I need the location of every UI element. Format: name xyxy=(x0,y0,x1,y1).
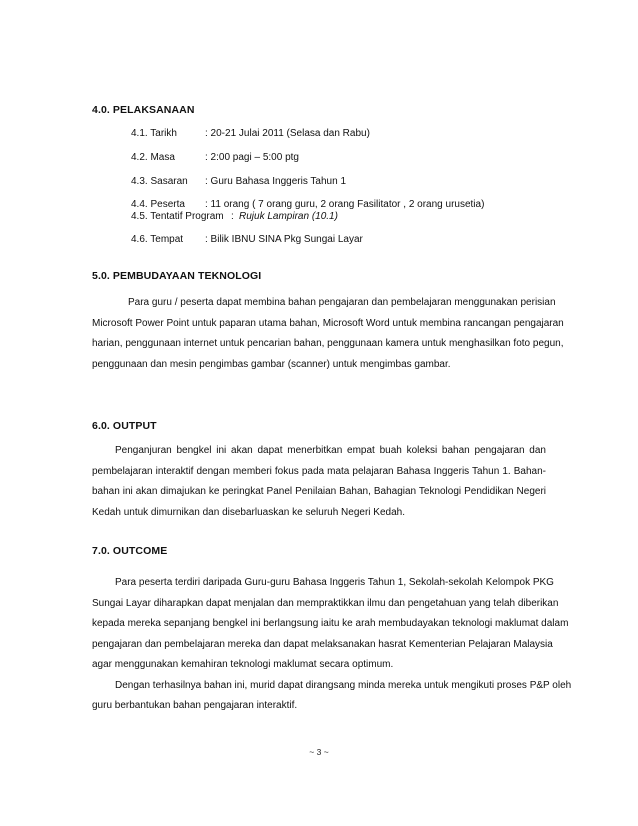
paragraph-line: harian, penggunaan internet untuk pencarian bahan, penggunaan kamera untuk menghasilkan foto pegun, xyxy=(92,338,564,349)
item-value-prefix: : xyxy=(231,211,234,222)
paragraph-line: Penganjuran bengkel ini akan dapat menerbitkan empat buah koleksi bahan pengajaran dan xyxy=(115,445,546,456)
item-label: 4.3. Sasaran xyxy=(131,176,188,187)
section-heading-output: 6.0. OUTPUT xyxy=(92,420,157,432)
paragraph-line: penggunaan dan mesin pengimbas gambar (scanner) untuk mengimbas gambar. xyxy=(92,358,451,370)
paragraph-line: agar menggunakan kemahiran teknologi maklumat secara optimum. xyxy=(92,659,394,670)
paragraph-line: Para peserta terdiri daripada Guru-guru Bahasa Inggeris Tahun 1, Sekolah-sekolah Kelompok PKG xyxy=(115,577,554,588)
paragraph-pembudayaan-teknologi xyxy=(92,293,564,375)
paragraph-line: bahan ini akan dimajukan ke peringkat Panel Penilaian Bahan, Bahagian Teknologi Pendidikan Negeri xyxy=(92,486,546,497)
paragraph-line: guru berbantukan bahan pengajaran interaktif. xyxy=(92,700,298,711)
paragraph-line: Microsoft Power Point untuk paparan utama bahan, Microsoft Word untuk membina rancangan pengajaran xyxy=(92,317,564,329)
page-number: ~ 3 ~ xyxy=(309,747,329,757)
item-value: : 20-21 Julai 2011 (Selasa dan Rabu) xyxy=(205,128,370,139)
item-label: 4.5. Tentatif Program xyxy=(131,211,224,222)
item-value: : 2:00 pagi – 5:00 ptg xyxy=(205,152,299,163)
paragraph-line: Para guru / peserta dapat membina bahan pengajaran dan pembelajaran menggunakan perisian xyxy=(128,297,556,308)
paragraph-line: Sungai Layar diharapkan dapat menjalan dan mempraktikkan ilmu dan pengetahuan yang telah diberikan xyxy=(92,597,559,609)
paragraph-line: kepada mereka sepanjang bengkel ini berlangsung iaitu ke arah membudayakan teknologi maklumat dalam xyxy=(92,618,569,629)
paragraph-line: Dengan terhasilnya bahan ini, murid dapat dirangsang minda mereka untuk mengikuti proses P&P oleh xyxy=(115,679,572,691)
paragraph-line: pembelajaran interaktif dengan memberi fokus pada mata pelajaran Bahasa Inggeris Tahun 1. Bahan- xyxy=(92,465,546,477)
item-value-link: Rujuk Lampiran (10.1) xyxy=(239,211,338,222)
paragraph-output xyxy=(92,441,546,523)
item-label: 4.6. Tempat xyxy=(131,234,184,245)
item-label: 4.2. Masa xyxy=(131,152,175,163)
paragraph-line: pengajaran dan pembelajaran mereka dan dapat melaksanakan hasrat Kementerian Pelajaran Malaysia xyxy=(92,638,553,650)
item-label: 4.4. Peserta xyxy=(131,199,185,210)
item-value: : 11 orang ( 7 orang guru, 2 orang Fasilitator , 2 orang urusetia) xyxy=(205,199,485,210)
item-value: : Guru Bahasa Inggeris Tahun 1 xyxy=(205,176,347,187)
paragraph-outcome xyxy=(92,573,572,717)
item-label: 4.1. Tarikh xyxy=(131,128,177,139)
section-heading-outcome: 7.0. OUTCOME xyxy=(92,545,168,557)
section-heading-pembudayaan-teknologi: 5.0. PEMBUDAYAAN TEKNOLOGI xyxy=(92,270,262,282)
paragraph-line: Kedah untuk dimurnikan dan disebarluaskan ke seluruh Negeri Kedah. xyxy=(92,506,405,518)
item-value: : Bilik IBNU SINA Pkg Sungai Layar xyxy=(205,234,363,245)
section-heading-pelaksanaan: 4.0. PELAKSANAAN xyxy=(92,104,195,116)
